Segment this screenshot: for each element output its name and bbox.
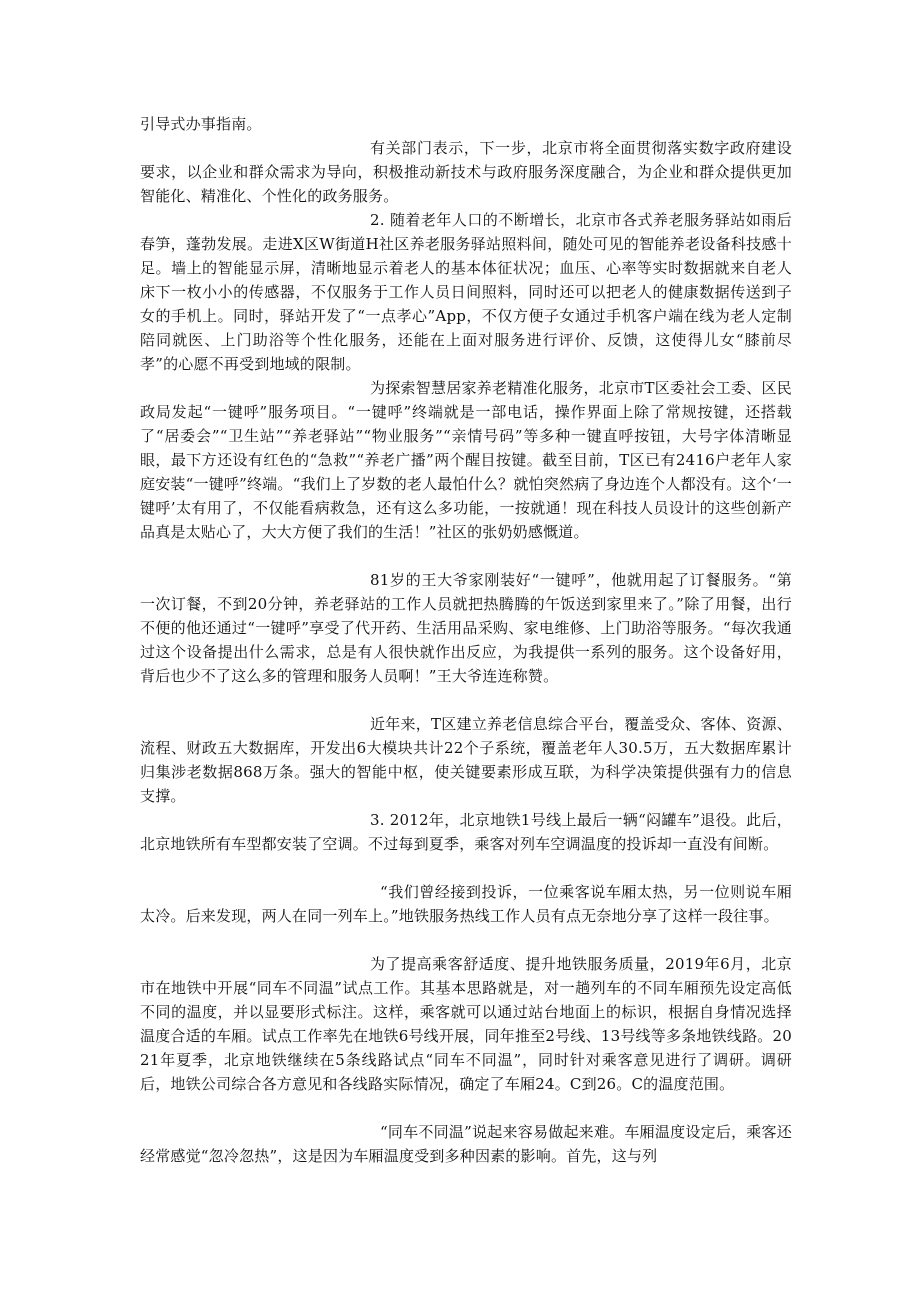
paragraph-info-platform: 近年来，T区建立养老信息综合平台，覆盖受众、客体、资源、流程、财政五大数据库，开发出6大模块共计22个子系统，覆盖老年人30.5万，五大数据库累计归集涉老数据868万条。强大的智能中枢，使关键要素形成互联，为科学决策提供强有力的信息支撑。 (140, 715, 792, 805)
paragraph-wang-grandpa: 81岁的王大爷家刚装好“一键呼”，他就用起了订餐服务。“第一次订餐，不到20分钟，养老驿站的工作人员就把热腾腾的午饭送到家里来了。”除了用餐，出行不便的他还通过“一键呼”享受了代开药、生活用品采购、家电维修、上门助浴等服务。“每次我通过这个设备提出什么需求，总是有人很快就作出反应，为我提供一系列的服务。这个设备好用，背后也少不了这么多的管理和服务人员啊！”王大爷连连称赞。 (140, 571, 792, 685)
paragraph-elderly-stations: 2. 随着老年人口的不断增长，北京市各式养老服务驿站如雨后春笋，蓬勃发展。走进X区W街道H社区养老服务驿站照料间，随处可见的智能养老设备科技感十足。墙上的智能显示屏，清晰地显示着老人的基本体征状况；血压、心率等实时数据就来自老人床下一枚小小的传感器，不仅服务于工作人员日间照料，同时还可以把老人的健康数据传送到子女的手机上。同时，驿站开发了“一点孝心”App，不仅方便子女通过手机客户端在线为老人定制陪同就医、上门助浴等个性化服务，还能在上面对服务进行评价、反馈，这使得儿女“膝前尽孝”的心愿不再受到地域的限制。 (140, 211, 792, 373)
paragraph-complaints: “我们曾经接到投诉，一位乘客说车厢太热，另一位则说车厢太冷。后来发现，两人在同一列车上。”地铁服务热线工作人员有点无奈地分享了这样一段往事。 (140, 883, 792, 925)
paragraph-different-temperature: 为了提高乘客舒适度、提升地铁服务质量，2019年6月，北京市在地铁中开展“同车不同温”试点工作。其基本思路就是，对一趟列车的不同车厢预先设定高低不同的温度，并以显要形式标注。这样，乘客就可以通过站台地面上的标识，根据自身情况选择温度合适的车厢。试点工作率先在地铁6号线开展，同年推至2号线、13号线等多条地铁线路。2021年夏季，北京地铁继续在5条线路试点“同车不同温”，同时针对乘客意见进行了调研。调研后，地铁公司综合各方意见和各线路实际情况，确定了车厢24。C到26。C的温度范围。 (140, 955, 792, 1093)
paragraph-intro-tail: 引导式办事指南。 (140, 115, 262, 133)
paragraph-subway-aircon: 3. 2012年，北京地铁1号线上最后一辆“闷罐车”退役。此后，北京地铁所有车型都安装了空调。不过每到夏季，乘客对列车空调温度的投诉却一直没有间断。 (140, 811, 792, 853)
paragraph-temperature-difficulty: “同车不同温”说起来容易做起来难。车厢温度设定后，乘客还经常感觉“忽冷忽热”，这是因为车厢温度受到多种因素的影响。首先，这与列 (140, 1123, 792, 1165)
paragraph-government-plan: 有关部门表示，下一步，北京市将全面贯彻落实数字政府建设要求，以企业和群众需求为导向，积极推动新技术与政府服务深度融合，为企业和群众提供更加智能化、精准化、个性化的政务服务。 (140, 139, 792, 205)
paragraph-one-key-call: 为探索智慧居家养老精准化服务，北京市T区委社会工委、区民政局发起“一键呼”服务项目。“一键呼”终端就是一部电话，操作界面上除了常规按键，还搭载了“居委会”“卫生站”“养老驿站”“物业服务”“亲情号码”等多种一键直呼按钮，大号字体清晰显眼，最下方还设有红色的“急救”“养老广播”两个醒目按键。截至目前，T区已有2416户老年人家庭安装“一键呼”终端。“我们上了岁数的老人最怕什么？就怕突然病了身边连个人都没有。这个‘一键呼’太有用了，不仅能看病救急，还有这么多功能，一按就通！现在科技人员设计的这些创新产品真是太贴心了，大大方便了我们的生活！”社区的张奶奶感慨道。 (140, 379, 792, 541)
